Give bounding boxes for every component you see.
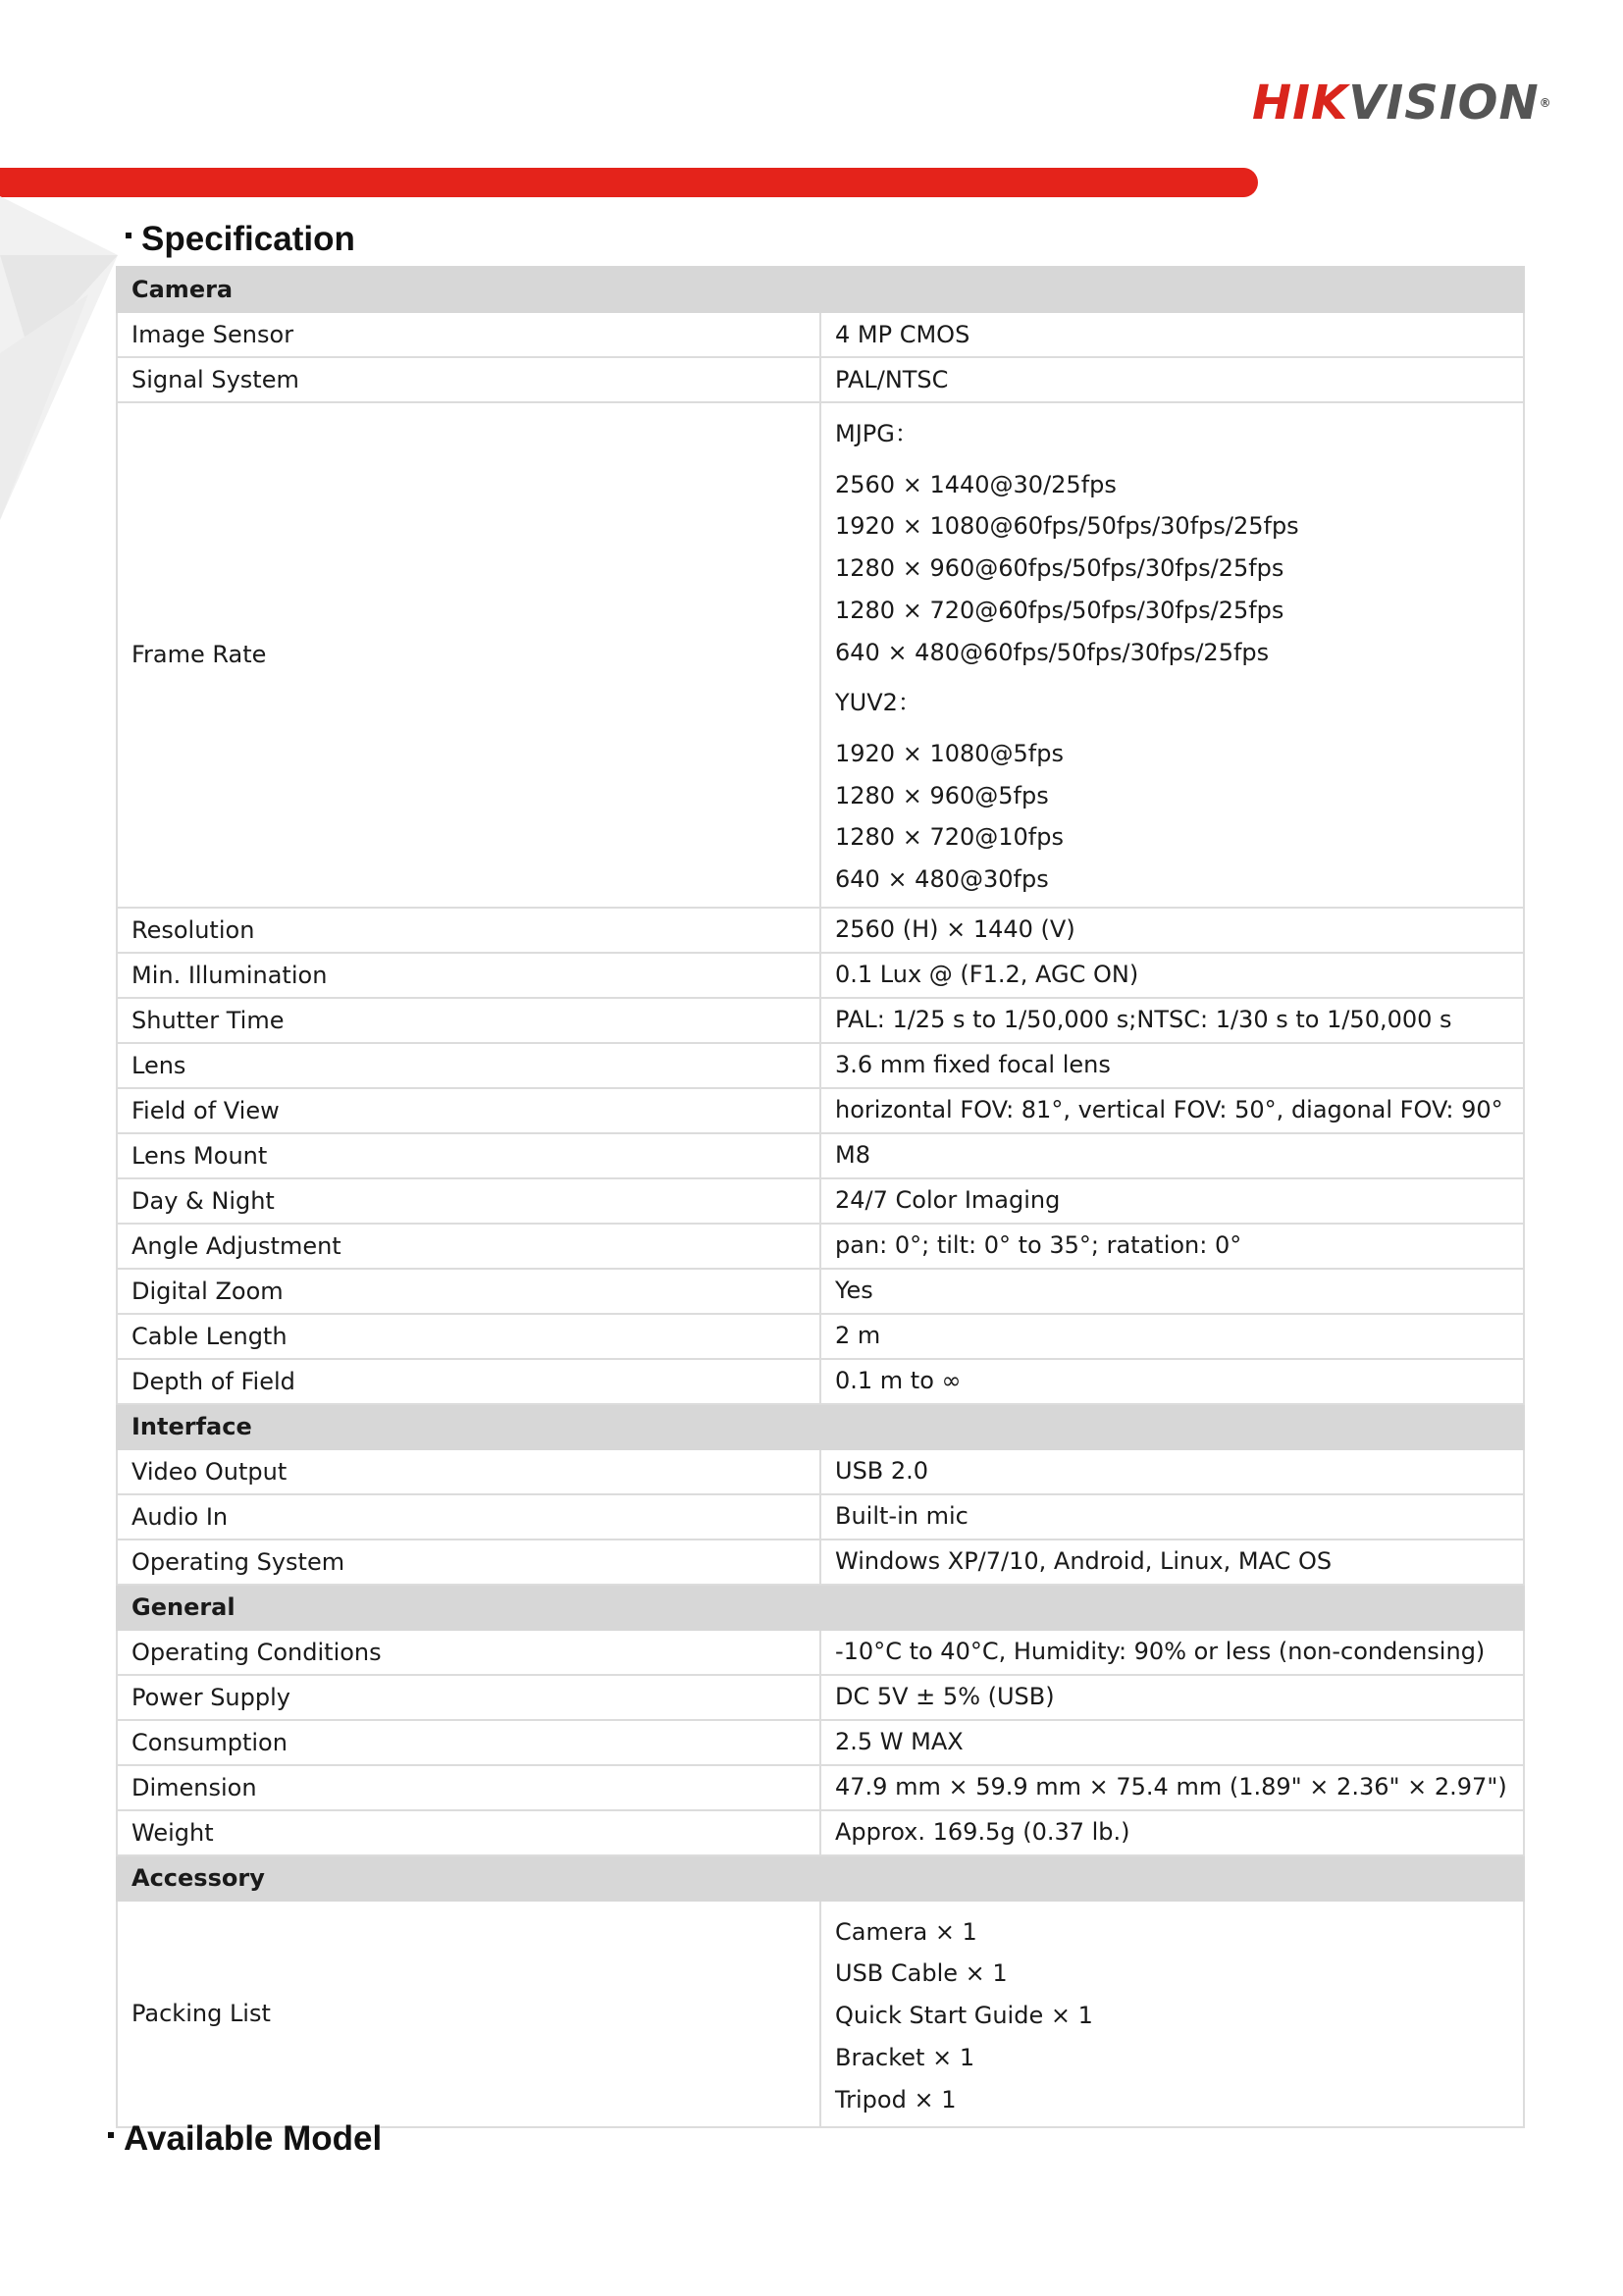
table-row — [117, 1449, 1524, 1494]
spec-value-line: horizontal FOV: 81°, vertical FOV: 50°, diagonal FOV: 90° — [835, 1096, 1503, 1124]
spec-value-line: Camera × 1 — [835, 1917, 977, 1946]
spec-value-line: 4 MP CMOS — [835, 320, 970, 348]
spec-value-line: 640 × 480@30fps — [835, 865, 1049, 894]
spec-value-line: MJPG： — [835, 420, 918, 447]
spec-value-line: Yes — [835, 1277, 873, 1305]
spec-value-line: PAL: 1/25 s to 1/50,000 s;NTSC: 1/30 s to 1/50,000 s — [835, 1006, 1452, 1034]
spec-value-line: -10°C to 40°C, Humidity: 90% or less (non-condensing) — [835, 1638, 1486, 1666]
spec-key: Packing List — [117, 1901, 820, 2128]
spec-value-line: 1280 × 960@60fps/50fps/30fps/25fps — [835, 554, 1284, 583]
table-row — [117, 1494, 1524, 1539]
section-row-interface — [117, 1404, 1524, 1449]
section-heading: Camera — [117, 267, 1524, 312]
spec-value — [820, 1720, 1524, 1765]
spec-value-line: 47.9 mm × 59.9 mm × 75.4 mm (1.89" × 2.36" × 2.97") — [835, 1773, 1507, 1801]
spec-key: Image Sensor — [117, 312, 820, 357]
spec-key: Video Output — [117, 1449, 820, 1494]
available-model-heading: Available Model — [108, 2119, 382, 2159]
table-row — [117, 1675, 1524, 1720]
spec-key: Consumption — [117, 1720, 820, 1765]
spec-key: Field of View — [117, 1088, 820, 1133]
section-row-general — [117, 1585, 1524, 1630]
spec-value-line: 1280 × 720@60fps/50fps/30fps/25fps — [835, 596, 1284, 624]
spec-key: Min. Illumination — [117, 953, 820, 998]
spec-value — [820, 357, 1524, 402]
spec-value-line: Approx. 169.5g (0.37 lb.) — [835, 1818, 1130, 1847]
spec-value — [820, 1901, 1524, 2128]
spec-value — [820, 1269, 1524, 1314]
spec-key: Dimension — [117, 1765, 820, 1810]
table-row — [117, 357, 1524, 402]
spec-value-line: 640 × 480@60fps/50fps/30fps/25fps — [835, 638, 1270, 666]
spec-key: Operating System — [117, 1539, 820, 1585]
table-row — [117, 1539, 1524, 1585]
section-heading: Accessory — [117, 1855, 1524, 1901]
spec-value-line: Bracket × 1 — [835, 2043, 975, 2071]
spec-value-line: YUV2： — [835, 689, 921, 717]
table-row — [117, 908, 1524, 953]
section-row-accessory — [117, 1855, 1524, 1901]
table-row — [117, 1043, 1524, 1088]
spec-value-line: 1280 × 960@5fps — [835, 781, 1049, 809]
table-row — [117, 1269, 1524, 1314]
table-row — [117, 1359, 1524, 1404]
spec-value — [820, 402, 1524, 908]
spec-value — [820, 1314, 1524, 1359]
spec-key: Day & Night — [117, 1178, 820, 1224]
specification-table — [116, 266, 1525, 2128]
spec-key: Operating Conditions — [117, 1630, 820, 1675]
spec-value — [820, 1043, 1524, 1088]
table-row — [117, 998, 1524, 1043]
spec-key: Frame Rate — [117, 402, 820, 908]
section-row-camera — [117, 267, 1524, 312]
table-row — [117, 312, 1524, 357]
spec-key: Depth of Field — [117, 1359, 820, 1404]
spec-key: Power Supply — [117, 1675, 820, 1720]
spec-value-line: 2560 (H) × 1440 (V) — [835, 915, 1075, 944]
spec-value-line: 2560 × 1440@30/25fps — [835, 470, 1117, 498]
spec-value-line: DC 5V ± 5% (USB) — [835, 1683, 1055, 1711]
spec-key: Lens — [117, 1043, 820, 1088]
spec-value-line: USB 2.0 — [835, 1457, 929, 1486]
specification-heading: Specification — [126, 220, 355, 259]
spec-value-line: PAL/NTSC — [835, 365, 949, 393]
spec-value-line: USB Cable × 1 — [835, 1959, 1008, 1988]
spec-value-line: 2 m — [835, 1322, 881, 1350]
hikvision-logo: HIKVISION® — [1252, 76, 1552, 130]
table-row — [117, 402, 1524, 908]
section-heading: General — [117, 1585, 1524, 1630]
section-heading: Interface — [117, 1404, 1524, 1449]
spec-value-line: M8 — [835, 1141, 870, 1170]
spec-value — [820, 312, 1524, 357]
spec-value-line: 1920 × 1080@60fps/50fps/30fps/25fps — [835, 512, 1299, 541]
spec-value-line: 3.6 mm fixed focal lens — [835, 1051, 1111, 1079]
spec-value-line: Built-in mic — [835, 1502, 969, 1531]
spec-value-line: 24/7 Color Imaging — [835, 1186, 1061, 1215]
bullet-icon — [126, 233, 131, 238]
table-row — [117, 1224, 1524, 1269]
spec-value — [820, 1088, 1524, 1133]
spec-key: Weight — [117, 1810, 820, 1855]
spec-value-line: Quick Start Guide × 1 — [835, 2002, 1093, 2030]
bullet-icon — [108, 2132, 114, 2138]
table-row — [117, 1901, 1524, 2128]
decorative-triangle-graphic — [0, 196, 128, 530]
spec-value — [820, 1765, 1524, 1810]
spec-key: Angle Adjustment — [117, 1224, 820, 1269]
spec-value-line: Tripod × 1 — [835, 2085, 957, 2113]
spec-value-line: 0.1 m to ∞ — [835, 1367, 962, 1395]
spec-value-line: 1920 × 1080@5fps — [835, 739, 1064, 767]
table-row — [117, 1178, 1524, 1224]
spec-value — [820, 1494, 1524, 1539]
table-row — [117, 1810, 1524, 1855]
table-row — [117, 953, 1524, 998]
spec-value-line: 2.5 W MAX — [835, 1728, 964, 1756]
table-row — [117, 1088, 1524, 1133]
table-row — [117, 1720, 1524, 1765]
spec-value — [820, 1539, 1524, 1585]
spec-value-line: pan: 0°; tilt: 0° to 35°; ratation: 0° — [835, 1231, 1242, 1260]
table-row — [117, 1630, 1524, 1675]
header-red-bar — [0, 168, 1258, 197]
spec-key: Signal System — [117, 357, 820, 402]
spec-key: Audio In — [117, 1494, 820, 1539]
spec-key: Shutter Time — [117, 998, 820, 1043]
table-row — [117, 1314, 1524, 1359]
spec-value — [820, 953, 1524, 998]
spec-value — [820, 1449, 1524, 1494]
spec-key: Digital Zoom — [117, 1269, 820, 1314]
spec-value — [820, 1810, 1524, 1855]
spec-value — [820, 1178, 1524, 1224]
spec-key: Resolution — [117, 908, 820, 953]
spec-value — [820, 1675, 1524, 1720]
spec-value — [820, 908, 1524, 953]
spec-value-line: 1280 × 720@10fps — [835, 823, 1064, 852]
spec-value-line: 0.1 Lux @ (F1.2, AGC ON) — [835, 961, 1139, 989]
spec-key: Cable Length — [117, 1314, 820, 1359]
table-row — [117, 1133, 1524, 1178]
spec-value — [820, 1630, 1524, 1675]
spec-value-line: Windows XP/7/10, Android, Linux, MAC OS — [835, 1547, 1333, 1576]
table-row — [117, 1765, 1524, 1810]
spec-value — [820, 998, 1524, 1043]
spec-value — [820, 1359, 1524, 1404]
spec-key: Lens Mount — [117, 1133, 820, 1178]
spec-value — [820, 1224, 1524, 1269]
spec-value — [820, 1133, 1524, 1178]
